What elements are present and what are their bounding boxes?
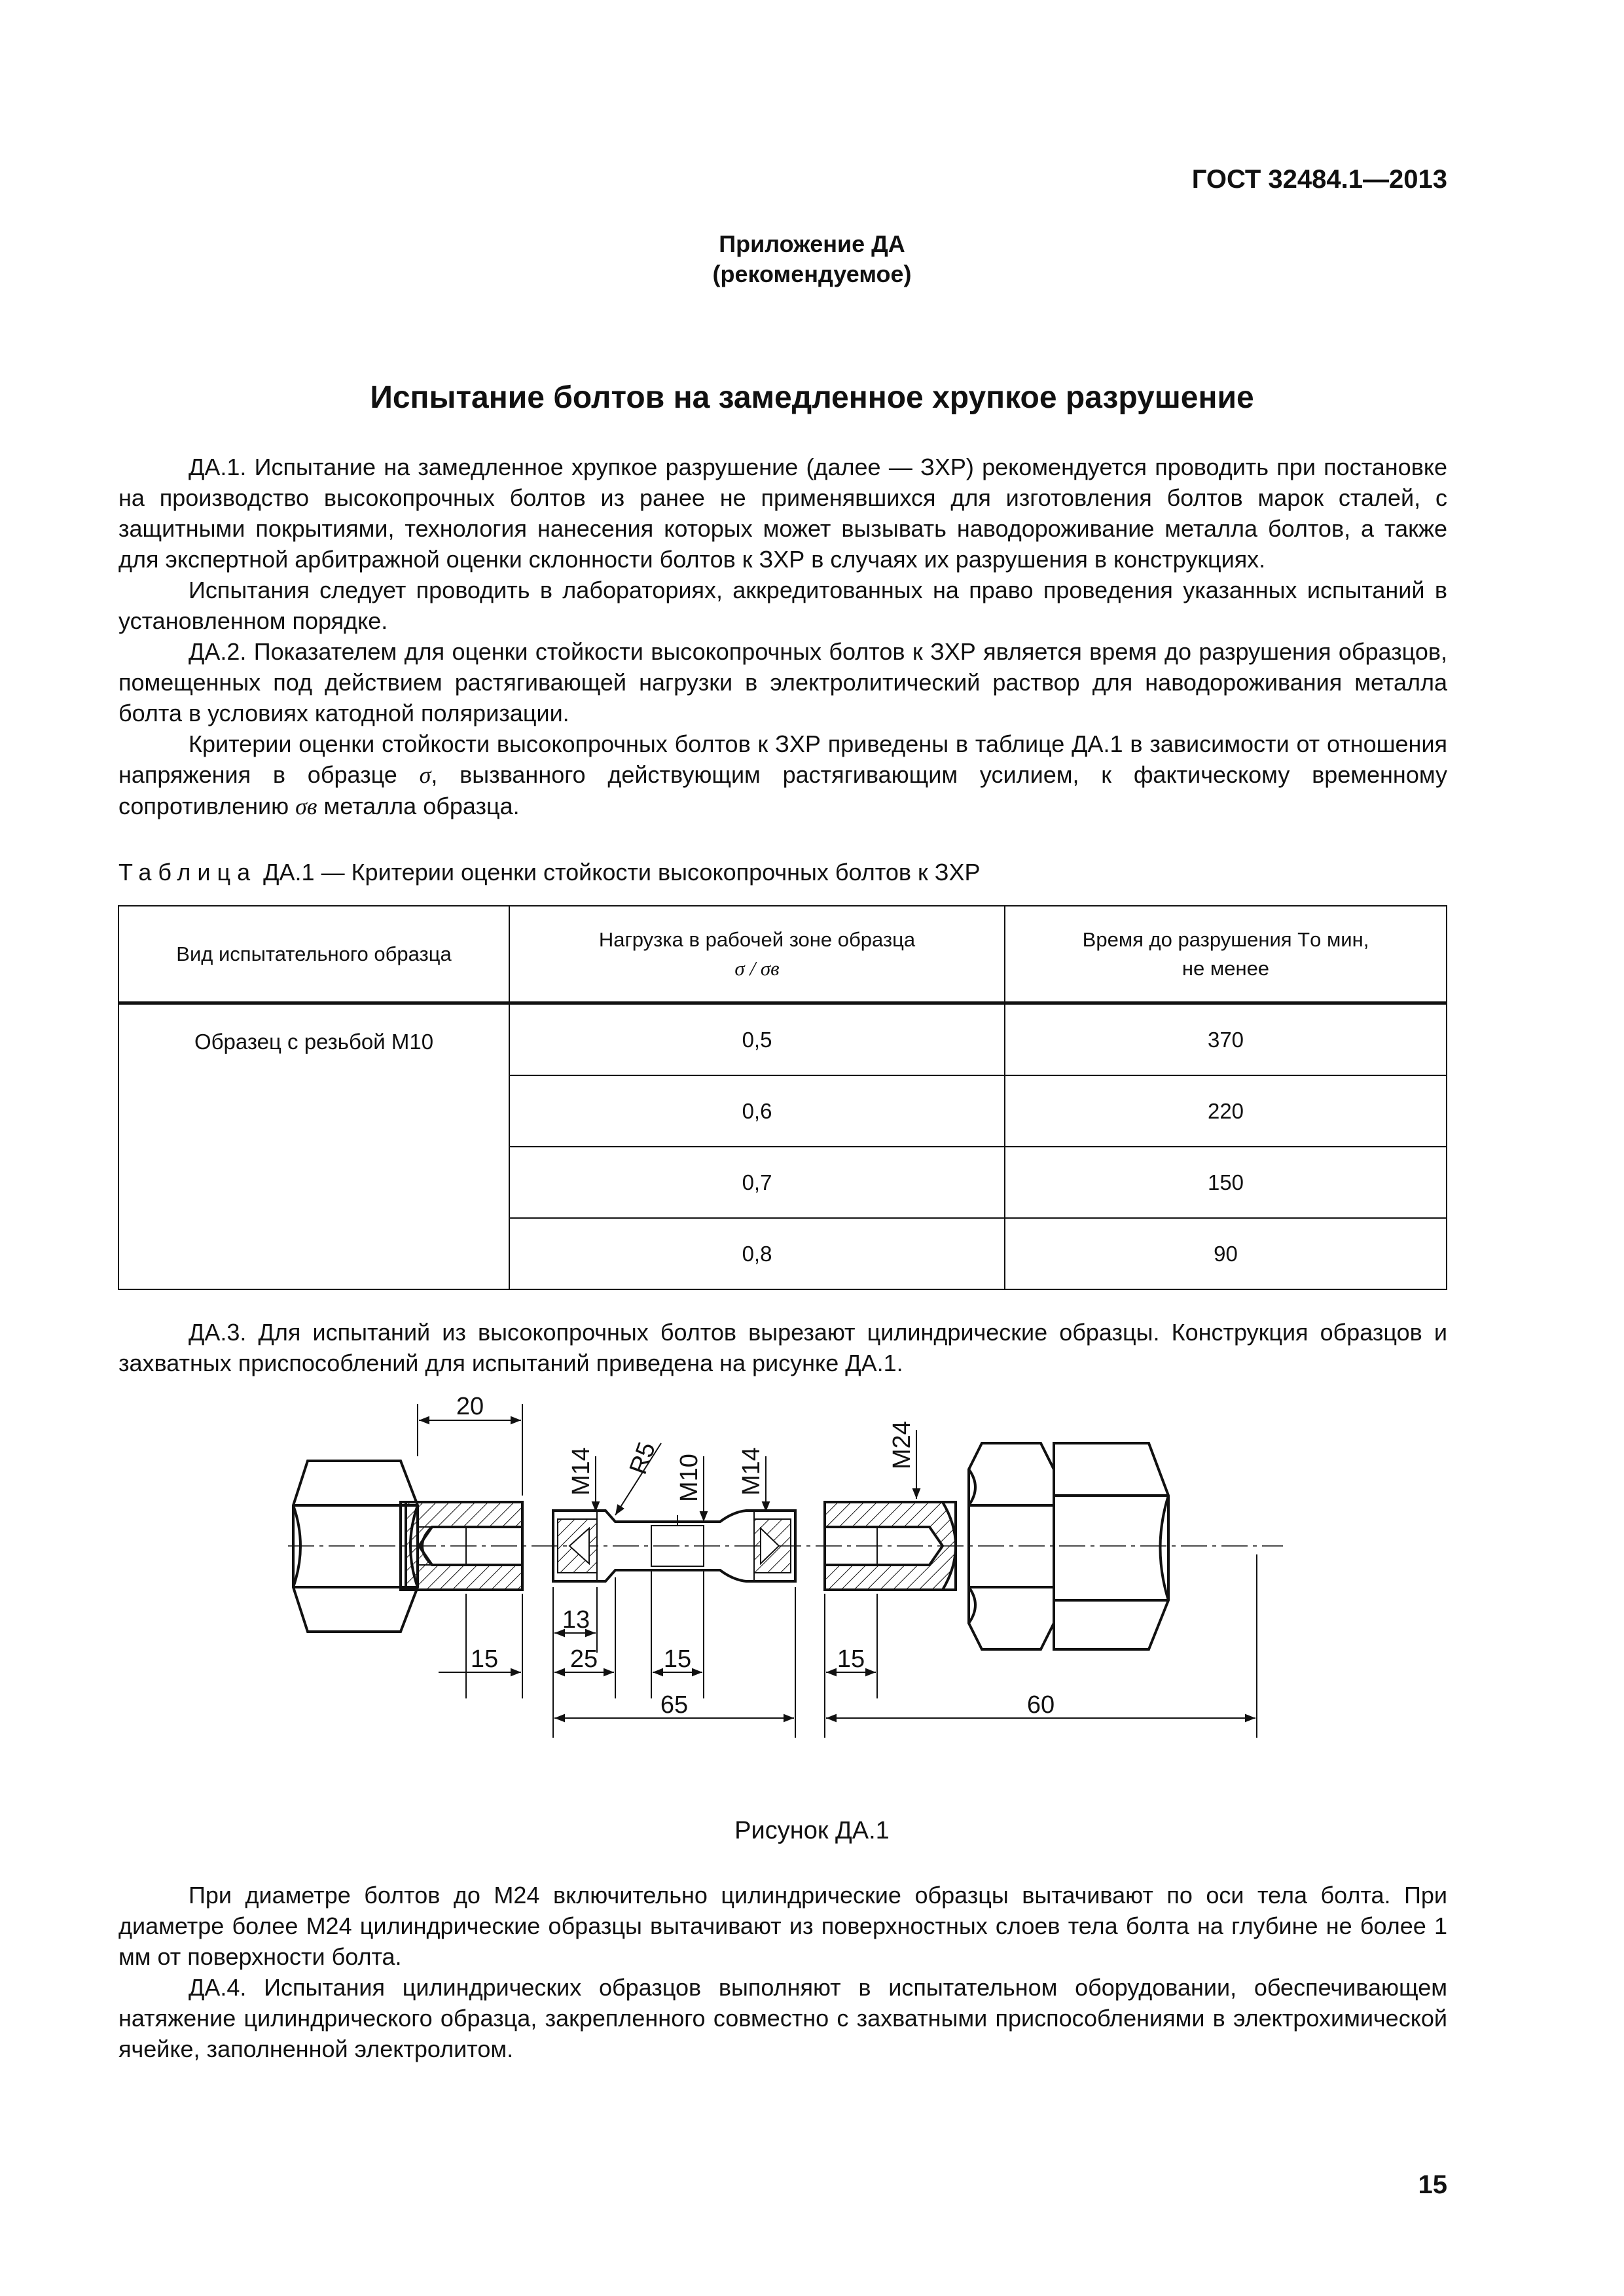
specimen-drawing: [288, 1391, 1296, 1757]
cell-time: 150: [1005, 1147, 1447, 1218]
document-header-standard: ГОСТ 32484.1—2013: [1191, 165, 1447, 194]
cell-time: 220: [1005, 1075, 1447, 1147]
label-m14-left: M14: [568, 1447, 595, 1496]
dim-25: 25: [569, 1645, 598, 1673]
cell-time: 90: [1005, 1218, 1447, 1289]
criteria-text-1: Критерии оценки стойкости высокопрочных болтов к ЗХР приведены в таблице ДА.1 в зависимости от отношения напряжения в образце: [118, 730, 1447, 788]
cell-load: 0,7: [509, 1147, 1005, 1218]
dim-20: 20: [456, 1393, 484, 1420]
dim-15-left: 15: [470, 1645, 499, 1673]
paragraph-labs: Испытания следует проводить в лабораториях, аккредитованных на право проведения указанных испытаний в установленном порядке.: [118, 577, 1447, 634]
label-m14-right: M14: [738, 1447, 765, 1496]
bottom-paragraphs: [118, 1880, 1447, 2064]
label-m24: M24: [888, 1421, 916, 1469]
header-time: [1005, 906, 1447, 1003]
paragraph-da3: ДА.3. Для испытаний из высокопрочных болтов вырезают цилиндрические образцы. Конструкция образцов и захватных приспособлений для испытаний приведена на рисунке ДА.1.: [118, 1319, 1447, 1376]
label-r5: R5: [624, 1439, 662, 1479]
table-caption-rest: ДА.1 — Критерии оценки стойкости высокопрочных болтов к ЗХР: [257, 859, 981, 886]
dim-13: 13: [562, 1606, 590, 1634]
figure-caption: Рисунок ДА.1: [734, 1817, 890, 1844]
criteria-text-3: металла образца.: [317, 793, 520, 819]
cell-time: 370: [1005, 1003, 1447, 1076]
label-m10: M10: [676, 1454, 703, 1502]
cell-load: 0,5: [509, 1003, 1005, 1076]
cell-specimen: Образец с резьбой М10: [118, 1003, 509, 1290]
header-specimen: Вид испытательного образца: [118, 906, 509, 1003]
intro-paragraphs: [118, 452, 1447, 822]
table-header-row: [118, 906, 1447, 1003]
criteria-table: [118, 905, 1447, 1290]
paragraph-diameter: При диаметре болтов до М24 включительно цилиндрические образцы вытачивают по оси тела болта. При диаметре более М24 цилиндрические образцы вытачивают из поверхностных слоев тела болта на глубине не более 1 мм от поверхности болта.: [118, 1882, 1447, 1970]
header-load-line2: σ / σв: [734, 956, 780, 980]
sigma-symbol: σ: [419, 762, 431, 788]
paragraph-da1: ДА.1. Испытание на замедленное хрупкое разрушение (далее — ЗХР) рекомендуется проводить при постановке на производство высокопрочных болтов из ранее не применявшихся для изготовления болтов марок сталей, с защитными покрытиями, технология нанесения которых может вызывать наводороживание металла болтов, а также для экспертной арбитражной оценки склонности болтов к ЗХР в случаях их разрушения в конструкциях.: [118, 454, 1447, 573]
paragraph-da2: ДА.2. Показателем для оценки стойкости высокопрочных болтов к ЗХР является время до разрушения образцов, помещенных под действием растягивающей нагрузки в электролитический раствор для наводороживания металла болта в условиях катодной поляризации.: [118, 638, 1447, 726]
paragraph-criteria: [118, 728, 1447, 822]
dim-65: 65: [660, 1691, 689, 1719]
paragraph-da4: ДА.4. Испытания цилиндрических образцов выполняют в испытательном оборудовании, обеспечивающем натяжение цилиндрического образца, закрепленного совместно с захватными приспособлениями в электрохимической ячейке, заполненной электролитом.: [118, 1974, 1447, 2062]
dim-15-mid: 15: [663, 1645, 692, 1673]
annex-status: (рекомендуемое): [712, 260, 912, 287]
cell-load: 0,6: [509, 1075, 1005, 1147]
dim-60: 60: [1026, 1691, 1055, 1719]
header-load: [509, 906, 1005, 1003]
table-row: [118, 1003, 1447, 1076]
header-time-line2: не менее: [1182, 956, 1270, 980]
header-load-line1: Нагрузка в рабочей зоне образца: [598, 927, 916, 951]
cell-load: 0,8: [509, 1218, 1005, 1289]
annex-heading: [0, 229, 1624, 289]
dim-15-right: 15: [837, 1645, 865, 1673]
header-time-line1: Время до разрушения Tо мин,: [1082, 927, 1369, 951]
paragraph-da3-block: [118, 1317, 1447, 1378]
criteria-text-2: , вызванного действующим растягивающим усилием, к фактическому временному сопротивлению: [118, 761, 1447, 819]
sigma-b-symbol: σв: [295, 793, 317, 819]
table-caption-prefix: Таблица: [118, 859, 257, 886]
page-number: 15: [1418, 2170, 1447, 2199]
annex-title: Приложение ДА: [719, 230, 905, 257]
section-title: Испытание болтов на замедленное хрупкое разрушение: [370, 380, 1254, 415]
table-caption: [118, 859, 981, 886]
